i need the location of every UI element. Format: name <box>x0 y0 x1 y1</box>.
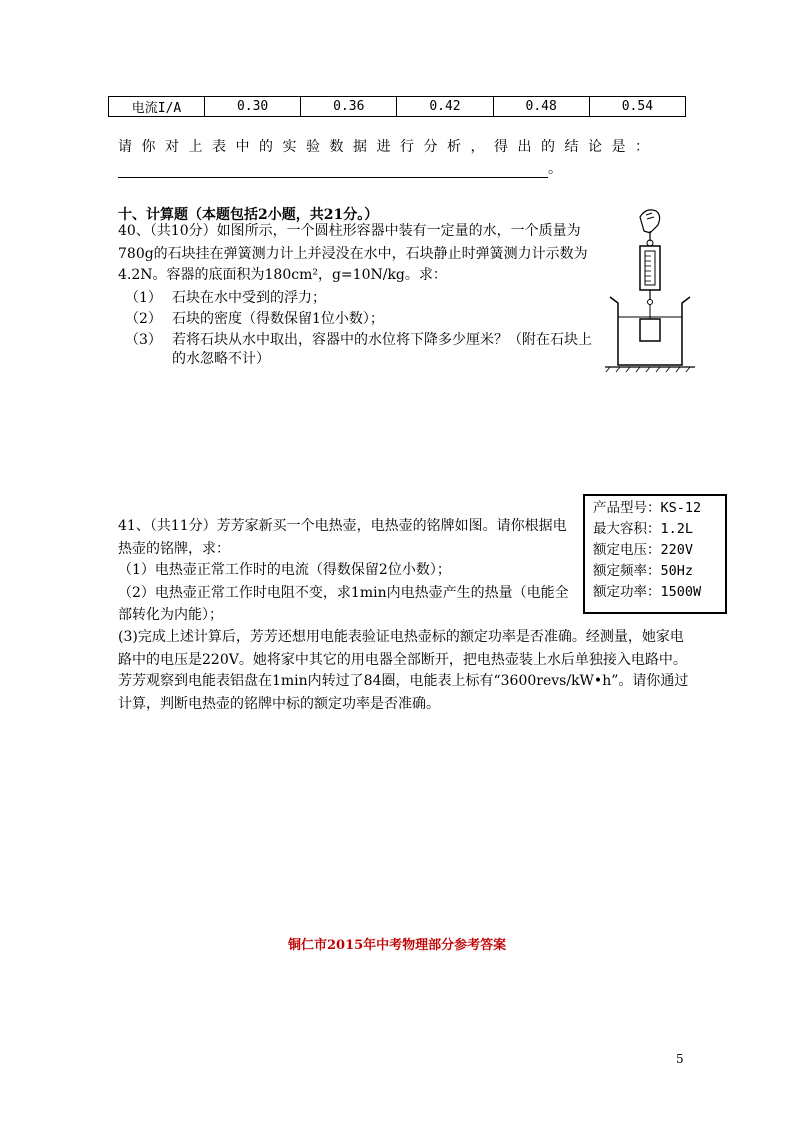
q40-sub3-num: （3） <box>125 332 162 348</box>
q40-sub3a: 若将石块从水中取出，容器中的水位将下降多少厘米？（附在石块上 <box>172 332 592 348</box>
table-cell: 0.42 <box>397 97 493 117</box>
q41-line6: (3)完成上述计算后，芳芳还想用电能表验证电热壶标的额定功率是否准确。经测量，她家电 <box>118 629 684 645</box>
q40-sub3b: 的水忽略不计） <box>172 351 270 367</box>
page-number: 5 <box>676 1052 684 1066</box>
q40-sub2: 石块的密度（得数保留1位小数）； <box>172 311 384 327</box>
nameplate-frequency: 额定频率：50Hz <box>593 563 694 579</box>
spring-scale-diagram <box>600 205 700 375</box>
q41-line1: 41、（共11分）芳芳家新买一个电热壶，电热壶的铭牌如图。请你根据电 <box>118 518 567 534</box>
q40-line2: 780g的石块挂在弹簧测力计上并浸没在水中，石块静止时弹簧测力计示数为 <box>118 246 588 262</box>
period: 。 <box>548 161 562 177</box>
nameplate-model: 产品型号：KS-12 <box>593 500 702 516</box>
answer-key-title: 铜仁市2015年中考物理部分参考答案 <box>288 938 507 953</box>
q41-line4: （2）电热壶正常工作时电阻不变，求1min内电热壶产生的热量（电能全 <box>118 585 569 601</box>
answer-blank-line <box>118 160 562 178</box>
q41-line3: （1）电热壶正常工作时的电流（得数保留2位小数）； <box>118 562 451 578</box>
q41-line2: 热壶的铭牌，求： <box>118 541 230 557</box>
q41-line5: 部转化为内能）； <box>118 607 223 623</box>
table-cell: 0.54 <box>589 97 685 117</box>
q41-line8: 芳芳观察到电能表铝盘在1min内转过了84圈，电能表上标有“3600revs/kW•h”。请你通过 <box>118 673 689 689</box>
table-cell: 0.30 <box>205 97 301 117</box>
table-cell: 0.48 <box>493 97 589 117</box>
row-label: 电流I/A <box>109 97 205 117</box>
table-cell: 0.36 <box>301 97 397 117</box>
q41-line9: 计算，判断电热壶的铭牌中标的额定功率是否准确。 <box>118 696 440 712</box>
nameplate-voltage: 额定电压：220V <box>593 542 694 558</box>
q40-sub1-num: （1） <box>125 290 162 306</box>
analysis-prompt: 请你对上表中的实验数据进行分析，得出的结论是： <box>118 139 659 155</box>
data-table <box>108 96 686 117</box>
q40-sub1: 石块在水中受到的浮力； <box>172 290 326 306</box>
nameplate-power: 额定功率：1500W <box>593 584 702 600</box>
kettle-nameplate <box>583 494 727 614</box>
q41-line7: 路中的电压是220V。她将家中其它的用电器全部断开，把电热壶装上水后单独接入电路中。 <box>118 652 687 668</box>
q40-line1: 40、（共10分）如图所示，一个圆柱形容器中装有一定量的水，一个质量为 <box>118 223 581 239</box>
answer-blank <box>118 165 548 178</box>
table-row <box>109 97 686 117</box>
q40-line3: 4.2N。容器的底面积为180cm²，g=10N/kg。求： <box>118 267 447 283</box>
nameplate-capacity: 最大容积：1.2L <box>593 521 694 537</box>
section-title: 十、计算题（本题包括2小题，共21分。） <box>118 207 379 223</box>
q40-sub2-num: （2） <box>125 311 162 327</box>
